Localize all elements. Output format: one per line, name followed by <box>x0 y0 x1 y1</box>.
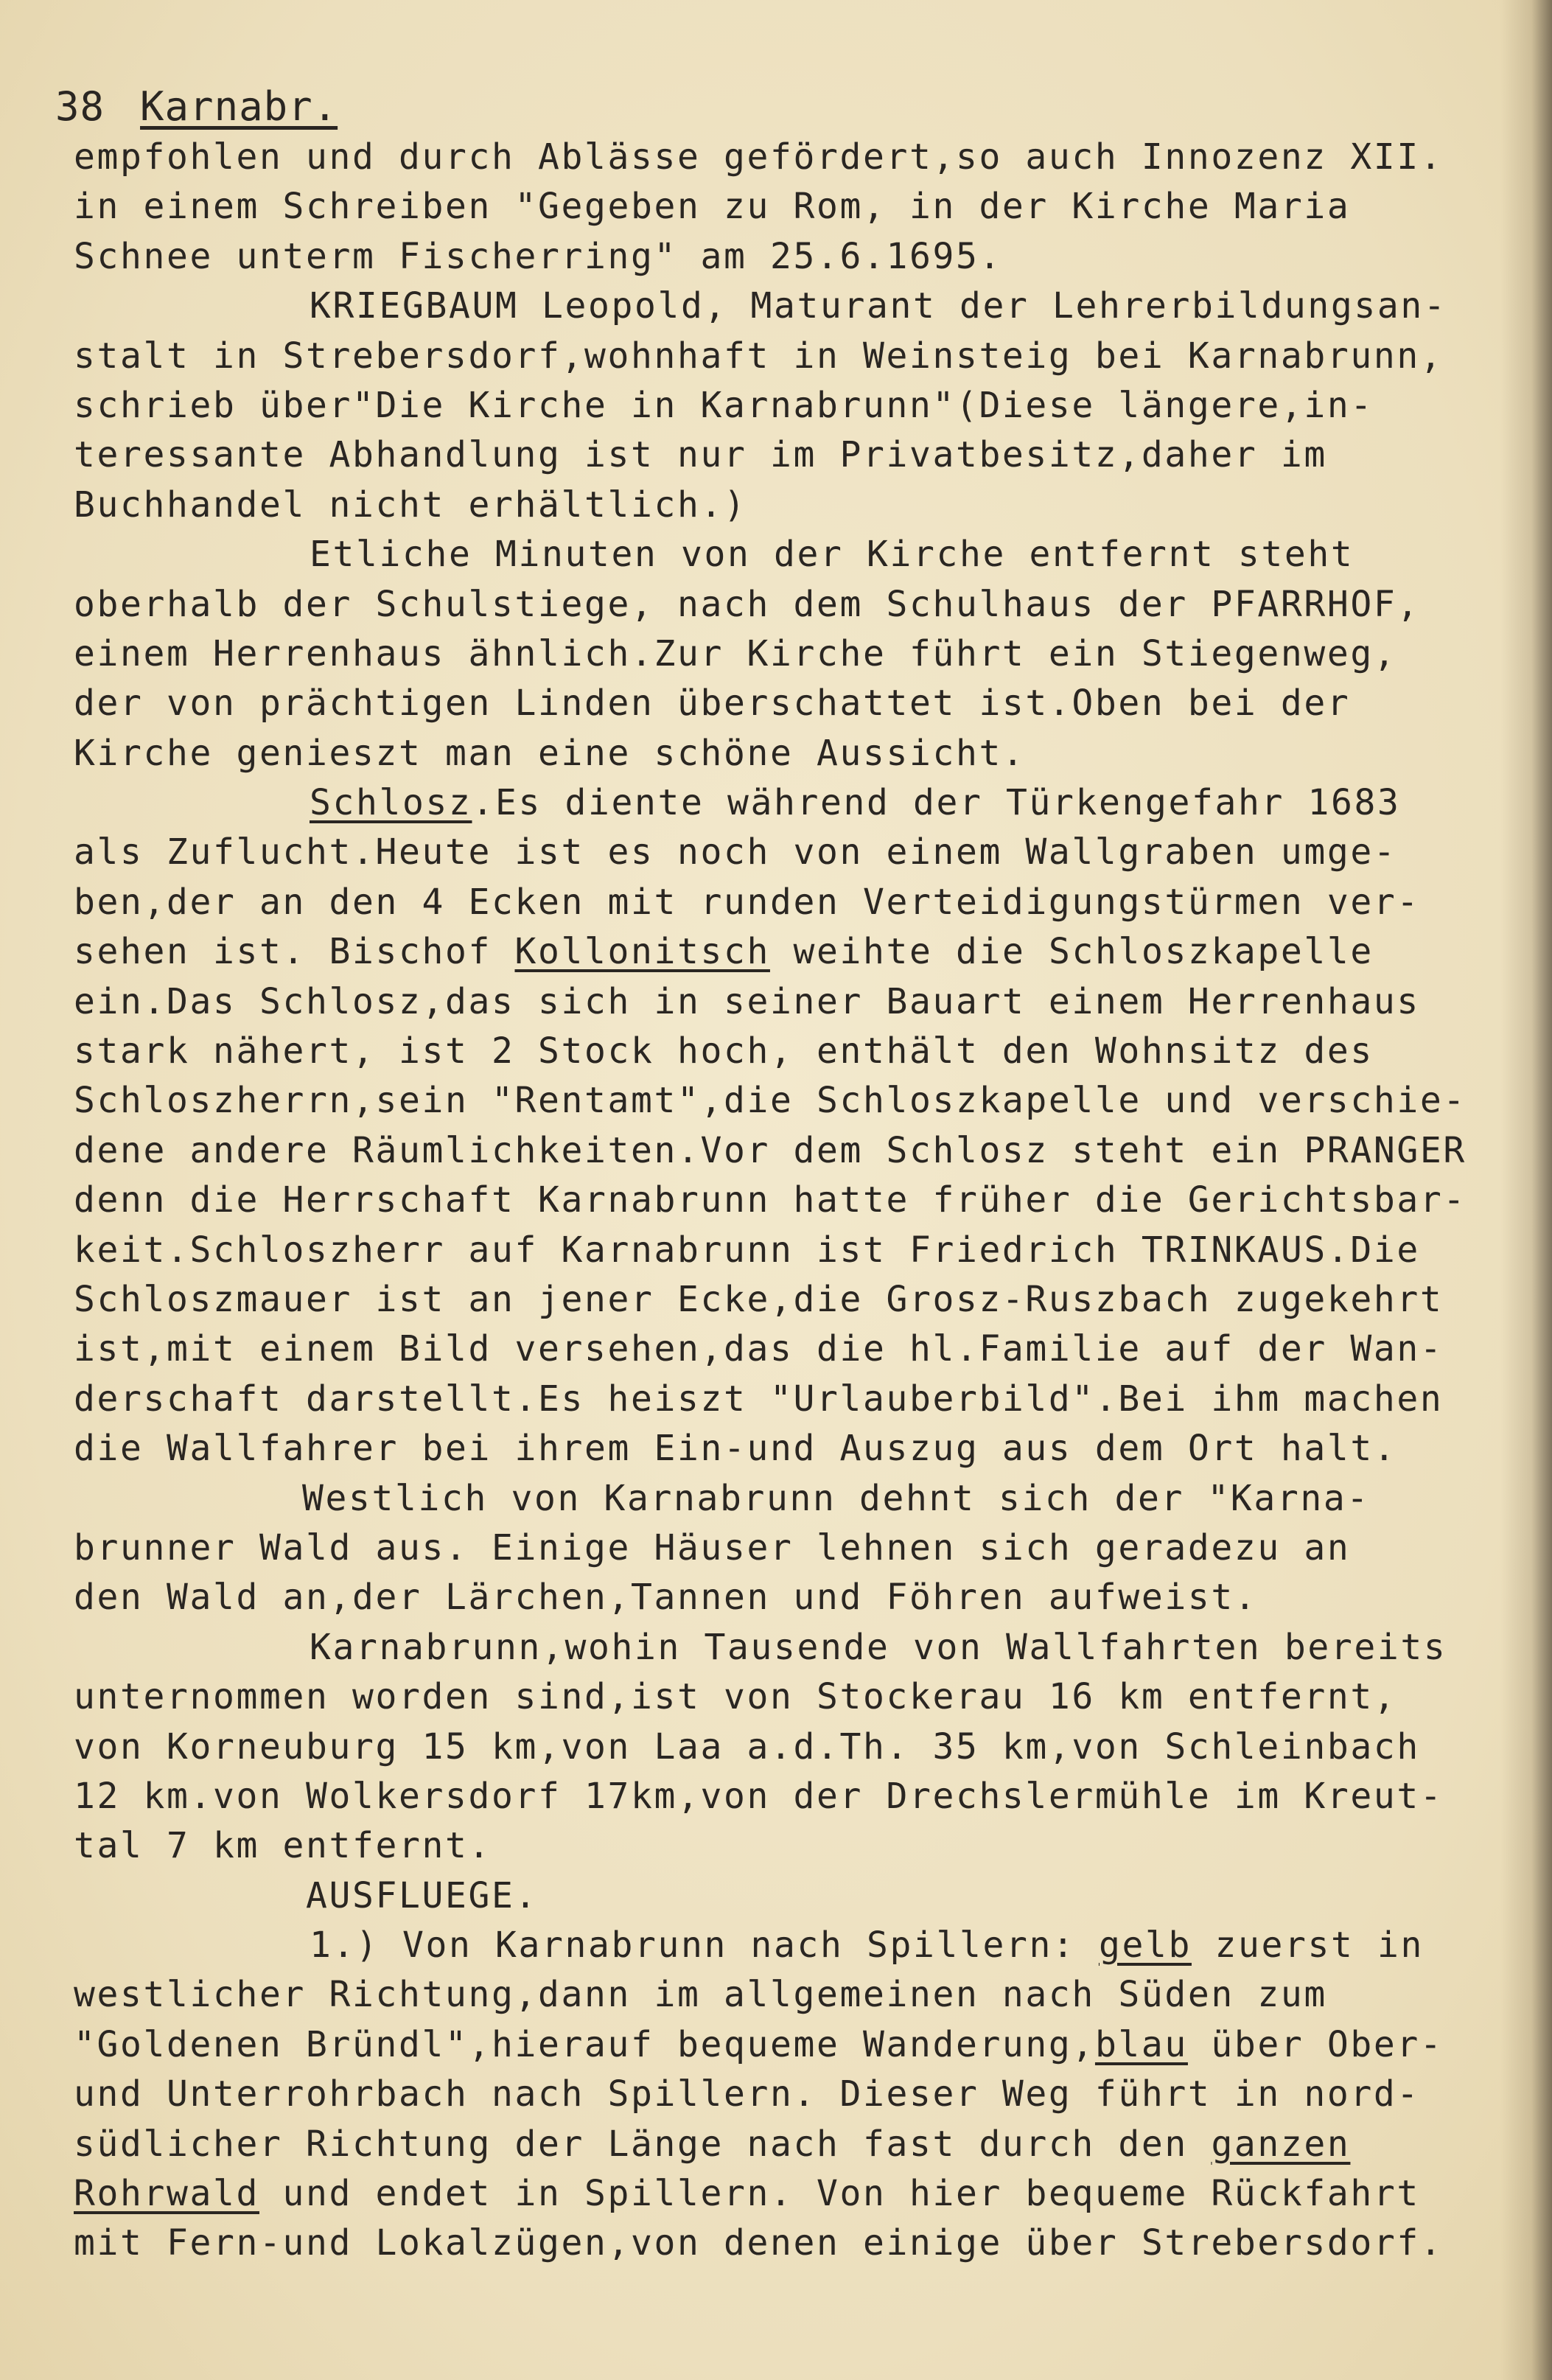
page-number: 38 <box>55 83 105 130</box>
text-segment: tal 7 km entfernt. <box>74 1825 492 1867</box>
text-segment: Schloszmauer ist an jener Ecke,die Grosz-Ruszbach zugekehrt <box>74 1278 1444 1320</box>
text-line <box>74 1723 1518 1772</box>
text-segment: keit.Schloszherr auf Karnabrunn ist Friedrich TRINKAUS.Die <box>74 1229 1420 1271</box>
text-segment: ben,der an den 4 Ecken mit runden Verteidigungstürmen ver- <box>74 881 1420 923</box>
text-line <box>74 1524 1518 1573</box>
text-segment: und endet in Spillern. Von hier bequeme Rückfahrt <box>259 2173 1420 2215</box>
text-line <box>74 182 1518 231</box>
text-line <box>74 1821 1518 1871</box>
text-line <box>74 1573 1518 1622</box>
text-segment: und Unterrohrbach nach Spillern. Dieser Weg führt in nord- <box>74 2073 1420 2115</box>
text-segment: stalt in Strebersdorf,wohnhaft in Weinsteig bei Karnabrunn, <box>74 335 1444 377</box>
text-line <box>74 381 1518 430</box>
text-segment: Buchhandel nicht erhältlich.) <box>74 484 747 526</box>
text-line <box>74 2219 1518 2268</box>
underlined-term: Schlosz <box>310 782 472 824</box>
text-segment: Kirche genieszt man eine schöne Aussicht. <box>74 732 1026 774</box>
text-segment: unternommen worden sind,ist von Stockerau 16 km entfernt, <box>74 1676 1397 1718</box>
text-line <box>74 977 1518 1027</box>
text-line <box>74 1027 1518 1076</box>
text-line <box>74 927 1518 977</box>
text-line <box>74 629 1518 679</box>
text-segment: sehen ist. Bischof <box>74 931 515 973</box>
text-line <box>74 1424 1518 1473</box>
text-segment: brunner Wald aus. Einige Häuser lehnen sich geradezu an <box>74 1526 1351 1568</box>
text-line <box>74 481 1518 530</box>
text-line <box>74 1672 1518 1722</box>
text-line <box>74 2169 1518 2219</box>
text-segment: ein.Das Schlosz,das sich in seiner Bauart einem Herrenhaus <box>74 980 1420 1022</box>
text-line <box>74 729 1518 778</box>
text-line <box>74 1076 1518 1126</box>
text-segment: von Korneuburg 15 km,von Laa a.d.Th. 35 km,von Schleinbach <box>74 1725 1420 1767</box>
text-segment: westlicher Richtung,dann im allgemeinen nach Süden zum <box>74 1974 1327 2016</box>
text-line <box>74 282 1518 331</box>
text-line <box>74 332 1518 381</box>
text-segment: über Ober- <box>1187 2023 1444 2065</box>
text-line <box>74 878 1518 927</box>
text-segment: "Goldenen Bründl",hierauf bequeme Wanderung, <box>74 2023 1095 2065</box>
text-segment: 12 km.von Wolkersdorf 17km,von der Drechslermühle im Kreut- <box>74 1775 1444 1817</box>
text-line <box>74 2120 1518 2169</box>
text-segment: Schnee unterm Fischerring" am 25.6.1695. <box>74 235 1002 277</box>
text-line <box>74 1474 1518 1524</box>
text-segment: der von prächtigen Linden überschattet ist.Oben bei der <box>74 683 1351 725</box>
page-header <box>55 81 338 133</box>
underlined-term: gelb <box>1098 1924 1192 1967</box>
body-text <box>74 133 1518 2269</box>
underlined-term: blau <box>1094 2023 1188 2065</box>
text-segment: mit Fern-und Lokalzügen,von denen einige über Strebersdorf. <box>74 2222 1444 2264</box>
text-line <box>74 2020 1518 2070</box>
text-segment: KRIEGBAUM Leopold, Maturant der Lehrerbildungsan- <box>310 285 1447 327</box>
text-segment: stark nähert, ist 2 Stock hoch, enthält den Wohnsitz des <box>74 1030 1374 1072</box>
text-segment: zuerst in <box>1191 1924 1424 1967</box>
text-line <box>74 679 1518 728</box>
text-segment: Karnabrunn,wohin Tausende von Wallfahrten bereits <box>310 1626 1447 1668</box>
text-segment: dene andere Räumlichkeiten.Vor dem Schlosz steht ein PRANGER <box>74 1129 1467 1171</box>
underlined-term: Rohrwald <box>74 2173 259 2215</box>
text-line <box>74 232 1518 282</box>
text-line <box>74 580 1518 629</box>
running-title: Karnabr. <box>140 83 338 130</box>
text-segment: als Zuflucht.Heute ist es noch von einem Wallgraben umge- <box>74 831 1397 873</box>
text-line <box>74 1871 1518 1921</box>
text-line <box>74 1325 1518 1374</box>
text-segment: oberhalb der Schulstiege, nach dem Schulhaus der PFARRHOF, <box>74 583 1420 625</box>
text-line <box>74 828 1518 877</box>
text-segment: einem Herrenhaus ähnlich.Zur Kirche führt ein Stiegenweg, <box>74 632 1397 674</box>
text-line <box>74 1623 1518 1672</box>
text-segment: ist,mit einem Bild versehen,das die hl.Familie auf der Wan- <box>74 1328 1444 1370</box>
text-segment: teressante Abhandlung ist nur im Privatbesitz,daher im <box>74 434 1327 476</box>
text-segment: Schloszherrn,sein "Rentamt",die Schloszkapelle und verschie- <box>74 1080 1467 1122</box>
text-line <box>74 430 1518 480</box>
text-segment: den Wald an,der Lärchen,Tannen und Föhren aufweist. <box>74 1577 1258 1619</box>
text-segment: derschaft darstellt.Es heiszt "Urlauberbild".Bei ihm machen <box>74 1378 1444 1420</box>
text-line <box>74 1176 1518 1225</box>
text-line <box>74 1375 1518 1424</box>
text-line <box>74 1970 1518 2020</box>
text-segment: schrieb über"Die Kirche in Karnabrunn"(Diese längere,in- <box>74 384 1374 426</box>
text-line <box>74 1921 1518 1970</box>
text-line <box>74 1226 1518 1275</box>
text-line <box>74 530 1518 579</box>
text-line <box>74 2070 1518 2119</box>
text-segment: in einem Schreiben "Gegeben zu Rom, in der Kirche Maria <box>74 186 1351 228</box>
text-segment: südlicher Richtung der Länge nach fast durch den <box>74 2123 1212 2165</box>
text-segment: Etliche Minuten von der Kirche entfernt steht <box>310 534 1354 576</box>
text-line <box>74 1772 1518 1821</box>
underlined-term: Kollonitsch <box>514 931 770 973</box>
text-segment: .Es diente während der Türkengefahr 1683 <box>472 782 1401 824</box>
text-line <box>74 1275 1518 1325</box>
text-segment: denn die Herrschaft Karnabrunn hatte früher die Gerichtsbar- <box>74 1179 1467 1221</box>
text-segment: empfohlen und durch Ablässe gefördert,so auch Innozenz XII. <box>74 136 1444 178</box>
text-segment: Westlich von Karnabrunn dehnt sich der "Karna- <box>302 1477 1370 1519</box>
text-segment: AUSFLUEGE. <box>306 1874 538 1916</box>
text-line <box>74 778 1518 828</box>
underlined-term: ganzen <box>1211 2123 1351 2165</box>
text-segment: die Wallfahrer bei ihrem Ein-und Auszug aus dem Ort halt. <box>74 1428 1397 1470</box>
text-segment: weihte die Schloszkapelle <box>769 931 1374 973</box>
text-line <box>74 133 1518 182</box>
text-line <box>74 1126 1518 1176</box>
text-segment: 1.) Von Karnabrunn nach Spillern: <box>310 1924 1099 1967</box>
